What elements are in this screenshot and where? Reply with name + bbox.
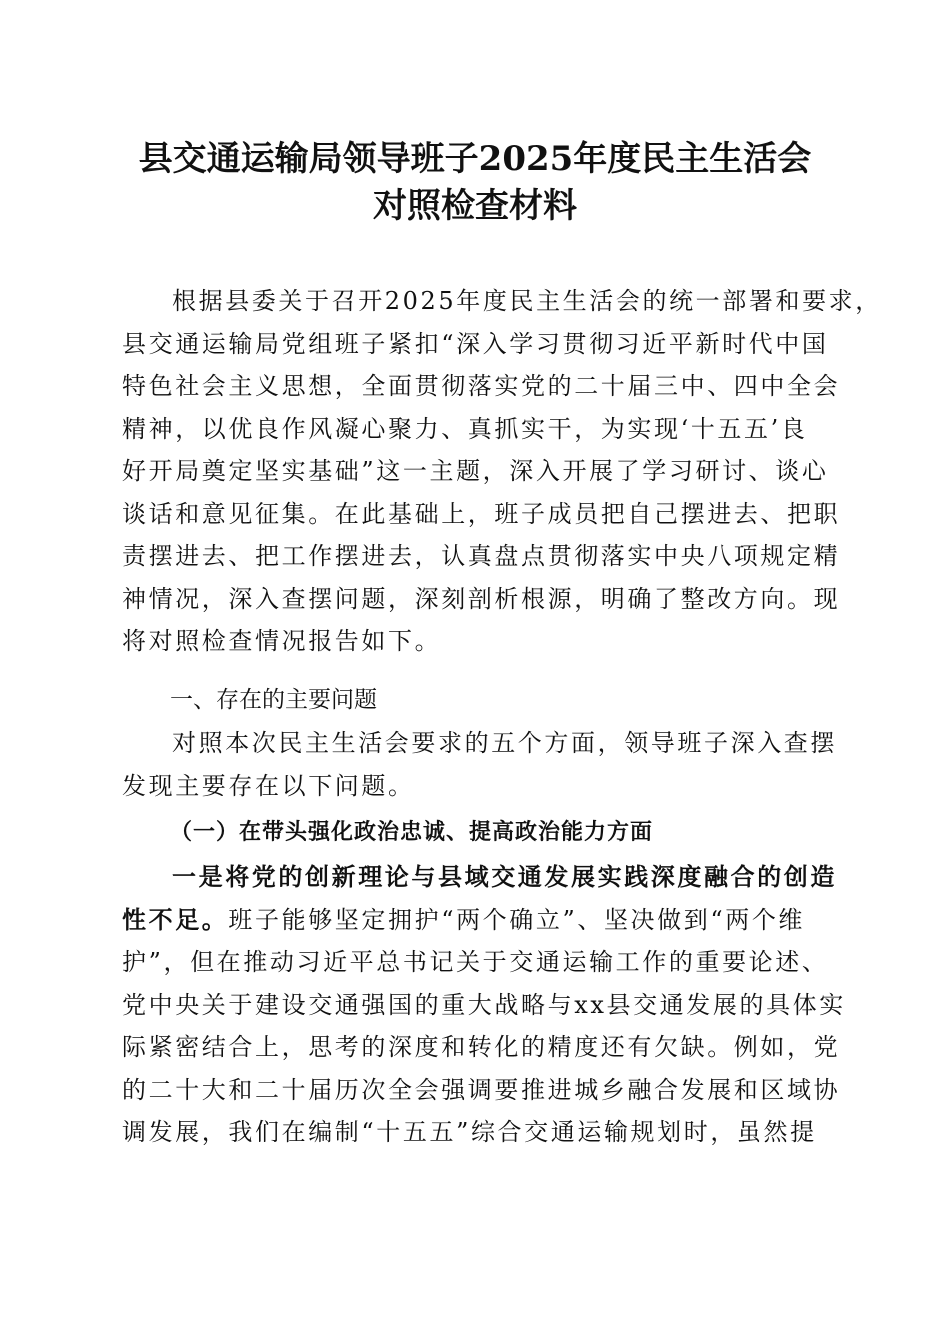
- paragraph-line: 护”，但在推动习近平总书记关于交通运输工作的重要论述、: [122, 948, 829, 976]
- paragraph-line: 的二十大和二十届历次全会强调要推进城乡融合发展和区域协: [122, 1075, 841, 1104]
- paragraph-line: 际紧密结合上，思考的深度和转化的精度还有欠缺。例如，党: [122, 1033, 841, 1061]
- paragraph-lead-line: 一是将党的创新理论与县域交通发展实践深度融合的创造: [172, 862, 837, 891]
- paragraph-line-rest: 班子能够坚定拥护“两个确立”、坚决做到“两个维: [228, 905, 806, 934]
- paragraph-line: 将对照检查情况报告如下。: [122, 627, 442, 655]
- document-title-line-1: 县交通运输局领导班子2025年度民主生活会: [138, 139, 812, 179]
- paragraph-line: 发现主要存在以下问题。: [122, 771, 415, 800]
- paragraph-line: 党中央关于建设交通强国的重大战略与xx县交通发展的具体实: [122, 990, 846, 1019]
- paragraph-line: 谈话和意见征集。在此基础上，班子成员把自己摆进去、把职: [122, 499, 841, 528]
- paragraph-line: [122, 899, 832, 942]
- problem-one-paragraph: [122, 856, 846, 1154]
- paragraph-line: 调发展，我们在编制“十五五”综合交通运输规划时，虽然提: [122, 1118, 817, 1146]
- paragraph-line: 责摆进去、把工作摆进去，认真盘点贯彻落实中央八项规定精: [122, 542, 841, 570]
- paragraph-line: 特色社会主义思想，全面贯彻落实党的二十届三中、四中全会: [122, 372, 841, 400]
- problems-intro-paragraph: [122, 722, 837, 807]
- paragraph-line: 对照本次民主生活会要求的五个方面，领导班子深入查摆: [172, 729, 837, 757]
- paragraph-line: 县交通运输局党组班子紧扣“深入学习贯彻习近平新时代中国: [122, 329, 829, 358]
- paragraph-lead-tail: 性不足。: [122, 904, 229, 934]
- paragraph-line: 根据县委关于召开2025年度民主生活会的统一部署和要求，: [172, 287, 882, 315]
- intro-paragraph: [122, 280, 882, 663]
- document-title-line-2: 对照检查材料: [373, 186, 577, 226]
- section-heading-main-problems: 一、存在的主要问题: [170, 687, 377, 713]
- paragraph-line: 好开局奠定坚实基础”这一主题，深入开展了学习研讨、谈心: [122, 457, 829, 485]
- subsection-heading-political-loyalty: （一）在带头强化政治忠诚、提高政治能力方面: [170, 819, 654, 845]
- paragraph-line: 精神，以优良作风凝心聚力、真抓实干，为实现‘十五五’良: [122, 414, 808, 443]
- paragraph-line: 神情况，深入查摆问题，深刻剖析根源，明确了整改方向。现: [122, 584, 841, 613]
